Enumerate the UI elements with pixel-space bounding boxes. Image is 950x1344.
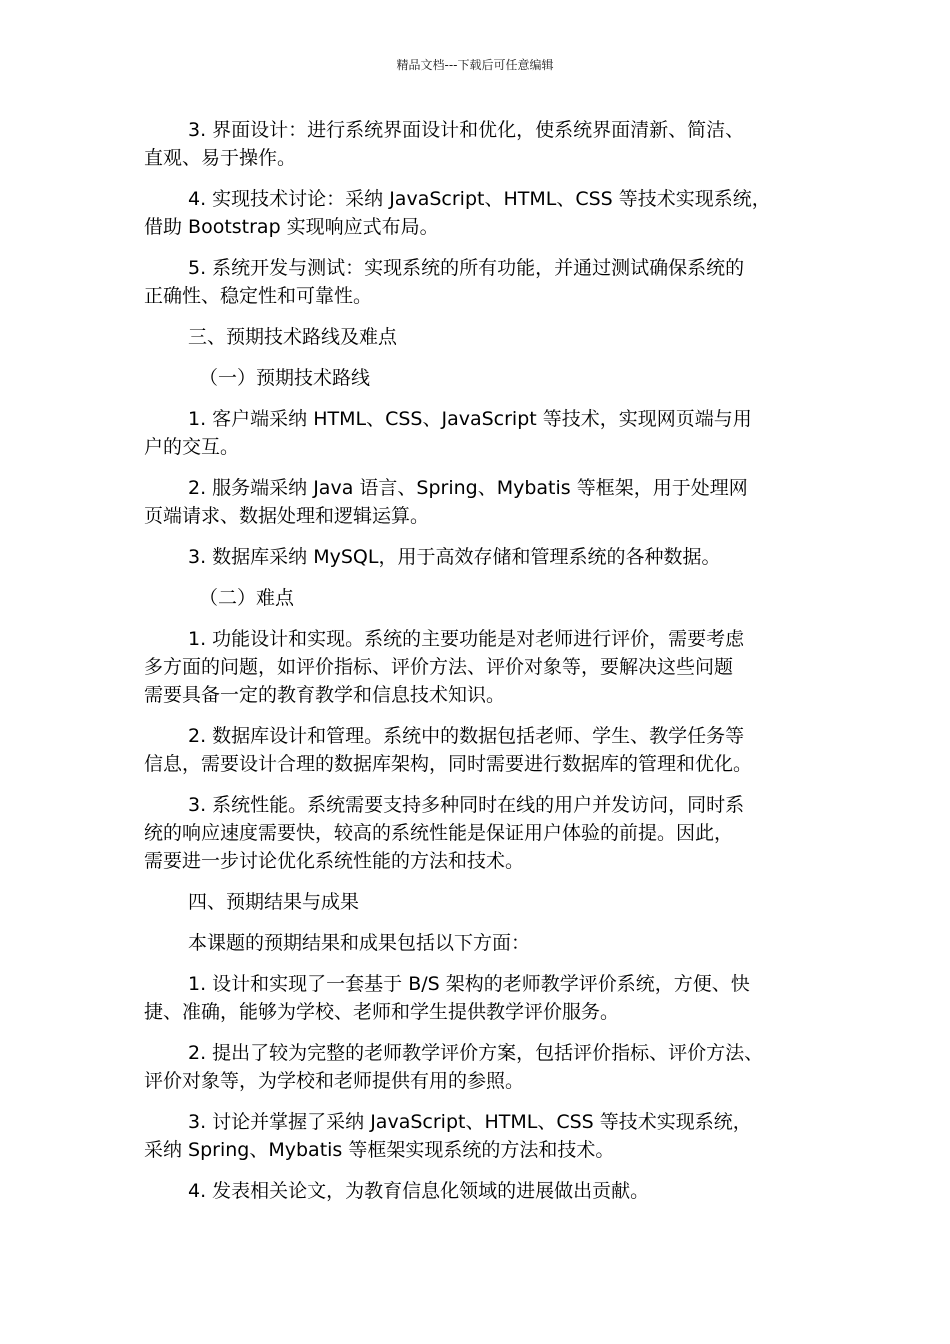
paragraph-line: 页端请求、数据处理和逻辑运算。: [144, 505, 430, 527]
paragraph: [144, 116, 816, 172]
paragraph: [144, 791, 816, 875]
paragraph-line: 信息，需要设计合理的数据库架构，同时需要进行数据库的管理和优化。: [144, 753, 753, 775]
paragraph: [144, 1177, 816, 1205]
paragraph: [144, 722, 816, 778]
paragraph-line: 1. 客户端采纳 HTML、CSS、JavaScript 等技术，实现网页端与用: [188, 408, 752, 430]
paragraph-line: 需要具备一定的教育教学和信息技术知识。: [144, 684, 506, 706]
paragraph-line: 直观、易于操作。: [144, 147, 297, 169]
paragraph-line: 2. 服务端采纳 Java 语言、Spring、Mybatis 等框架，用于处理网: [188, 477, 748, 499]
paragraph-line: 户的交互。: [144, 436, 240, 458]
section-heading: [144, 888, 816, 916]
paragraph-line: 3. 讨论并掌握了采纳 JavaScript、HTML、CSS 等技术实现系统，: [188, 1111, 752, 1133]
paragraph-line: 捷、准确，能够为学校、老师和学生提供教学评价服务。: [144, 1001, 620, 1023]
paragraph-line: 4. 发表相关论文，为教育信息化领域的进展做出贡献。: [188, 1180, 650, 1202]
paragraph: [144, 1108, 816, 1164]
paragraph: [144, 543, 816, 571]
section-heading-text: 三、预期技术路线及难点: [188, 326, 398, 348]
paragraph: [144, 185, 816, 241]
paragraph-line: 3. 系统性能。系统需要支持多种同时在线的用户并发访问，同时系: [188, 794, 745, 816]
section-heading: [144, 323, 816, 351]
subsection-heading-text: （二）难点: [199, 587, 295, 609]
paragraph-line: 需要进一步讨论优化系统性能的方法和技术。: [144, 850, 525, 872]
paragraph-line: 2. 提出了较为完整的老师教学评价方案，包括评价指标、评价方法、: [188, 1042, 764, 1064]
paragraph: [144, 625, 816, 709]
paragraph: [144, 929, 816, 957]
paragraph: [144, 254, 816, 310]
paragraph-line: 采纳 Spring、Mybatis 等框架实现系统的方法和技术。: [144, 1139, 615, 1161]
paragraph-line: 5. 系统开发与测试：实现系统的所有功能，并通过测试确保系统的: [188, 257, 745, 279]
paragraph-line: 本课题的预期结果和成果包括以下方面：: [188, 932, 531, 954]
paragraph-line: 4. 实现技术讨论：采纳 JavaScript、HTML、CSS 等技术实现系统，: [188, 188, 771, 210]
paragraph-line: 借助 Bootstrap 实现响应式布局。: [144, 216, 439, 238]
paragraph-line: 3. 数据库采纳 MySQL，用于高效存储和管理系统的各种数据。: [188, 546, 721, 568]
paragraph-line: 评价对象等，为学校和老师提供有用的参照。: [144, 1070, 525, 1092]
subsection-heading-text: （一）预期技术路线: [199, 367, 371, 389]
subsection-heading: [144, 364, 816, 392]
paragraph-line: 1. 功能设计和实现。系统的主要功能是对老师进行评价，需要考虑: [188, 628, 745, 650]
page-header: 精品文档---下载后可任意编辑: [396, 58, 554, 72]
paragraph: [144, 970, 816, 1026]
section-heading-text: 四、预期结果与成果: [188, 891, 360, 913]
subsection-heading: [144, 584, 816, 612]
paragraph-line: 1. 设计和实现了一套基于 B/S 架构的老师教学评价系统，方便、快: [188, 973, 750, 995]
document-body: [144, 116, 816, 1218]
paragraph-line: 正确性、稳定性和可靠性。: [144, 285, 373, 307]
paragraph-line: 统的响应速度需要快，较高的系统性能是保证用户体验的前提。因此，: [144, 822, 734, 844]
paragraph-line: 3. 界面设计：进行系统界面设计和优化，使系统界面清新、简洁、: [188, 119, 745, 141]
paragraph: [144, 405, 816, 461]
paragraph: [144, 474, 816, 530]
paragraph-line: 2. 数据库设计和管理。系统中的数据包括老师、学生、教学任务等: [188, 725, 745, 747]
paragraph: [144, 1039, 816, 1095]
paragraph-line: 多方面的问题，如评价指标、评价方法、评价对象等，要解决这些问题: [144, 656, 734, 678]
